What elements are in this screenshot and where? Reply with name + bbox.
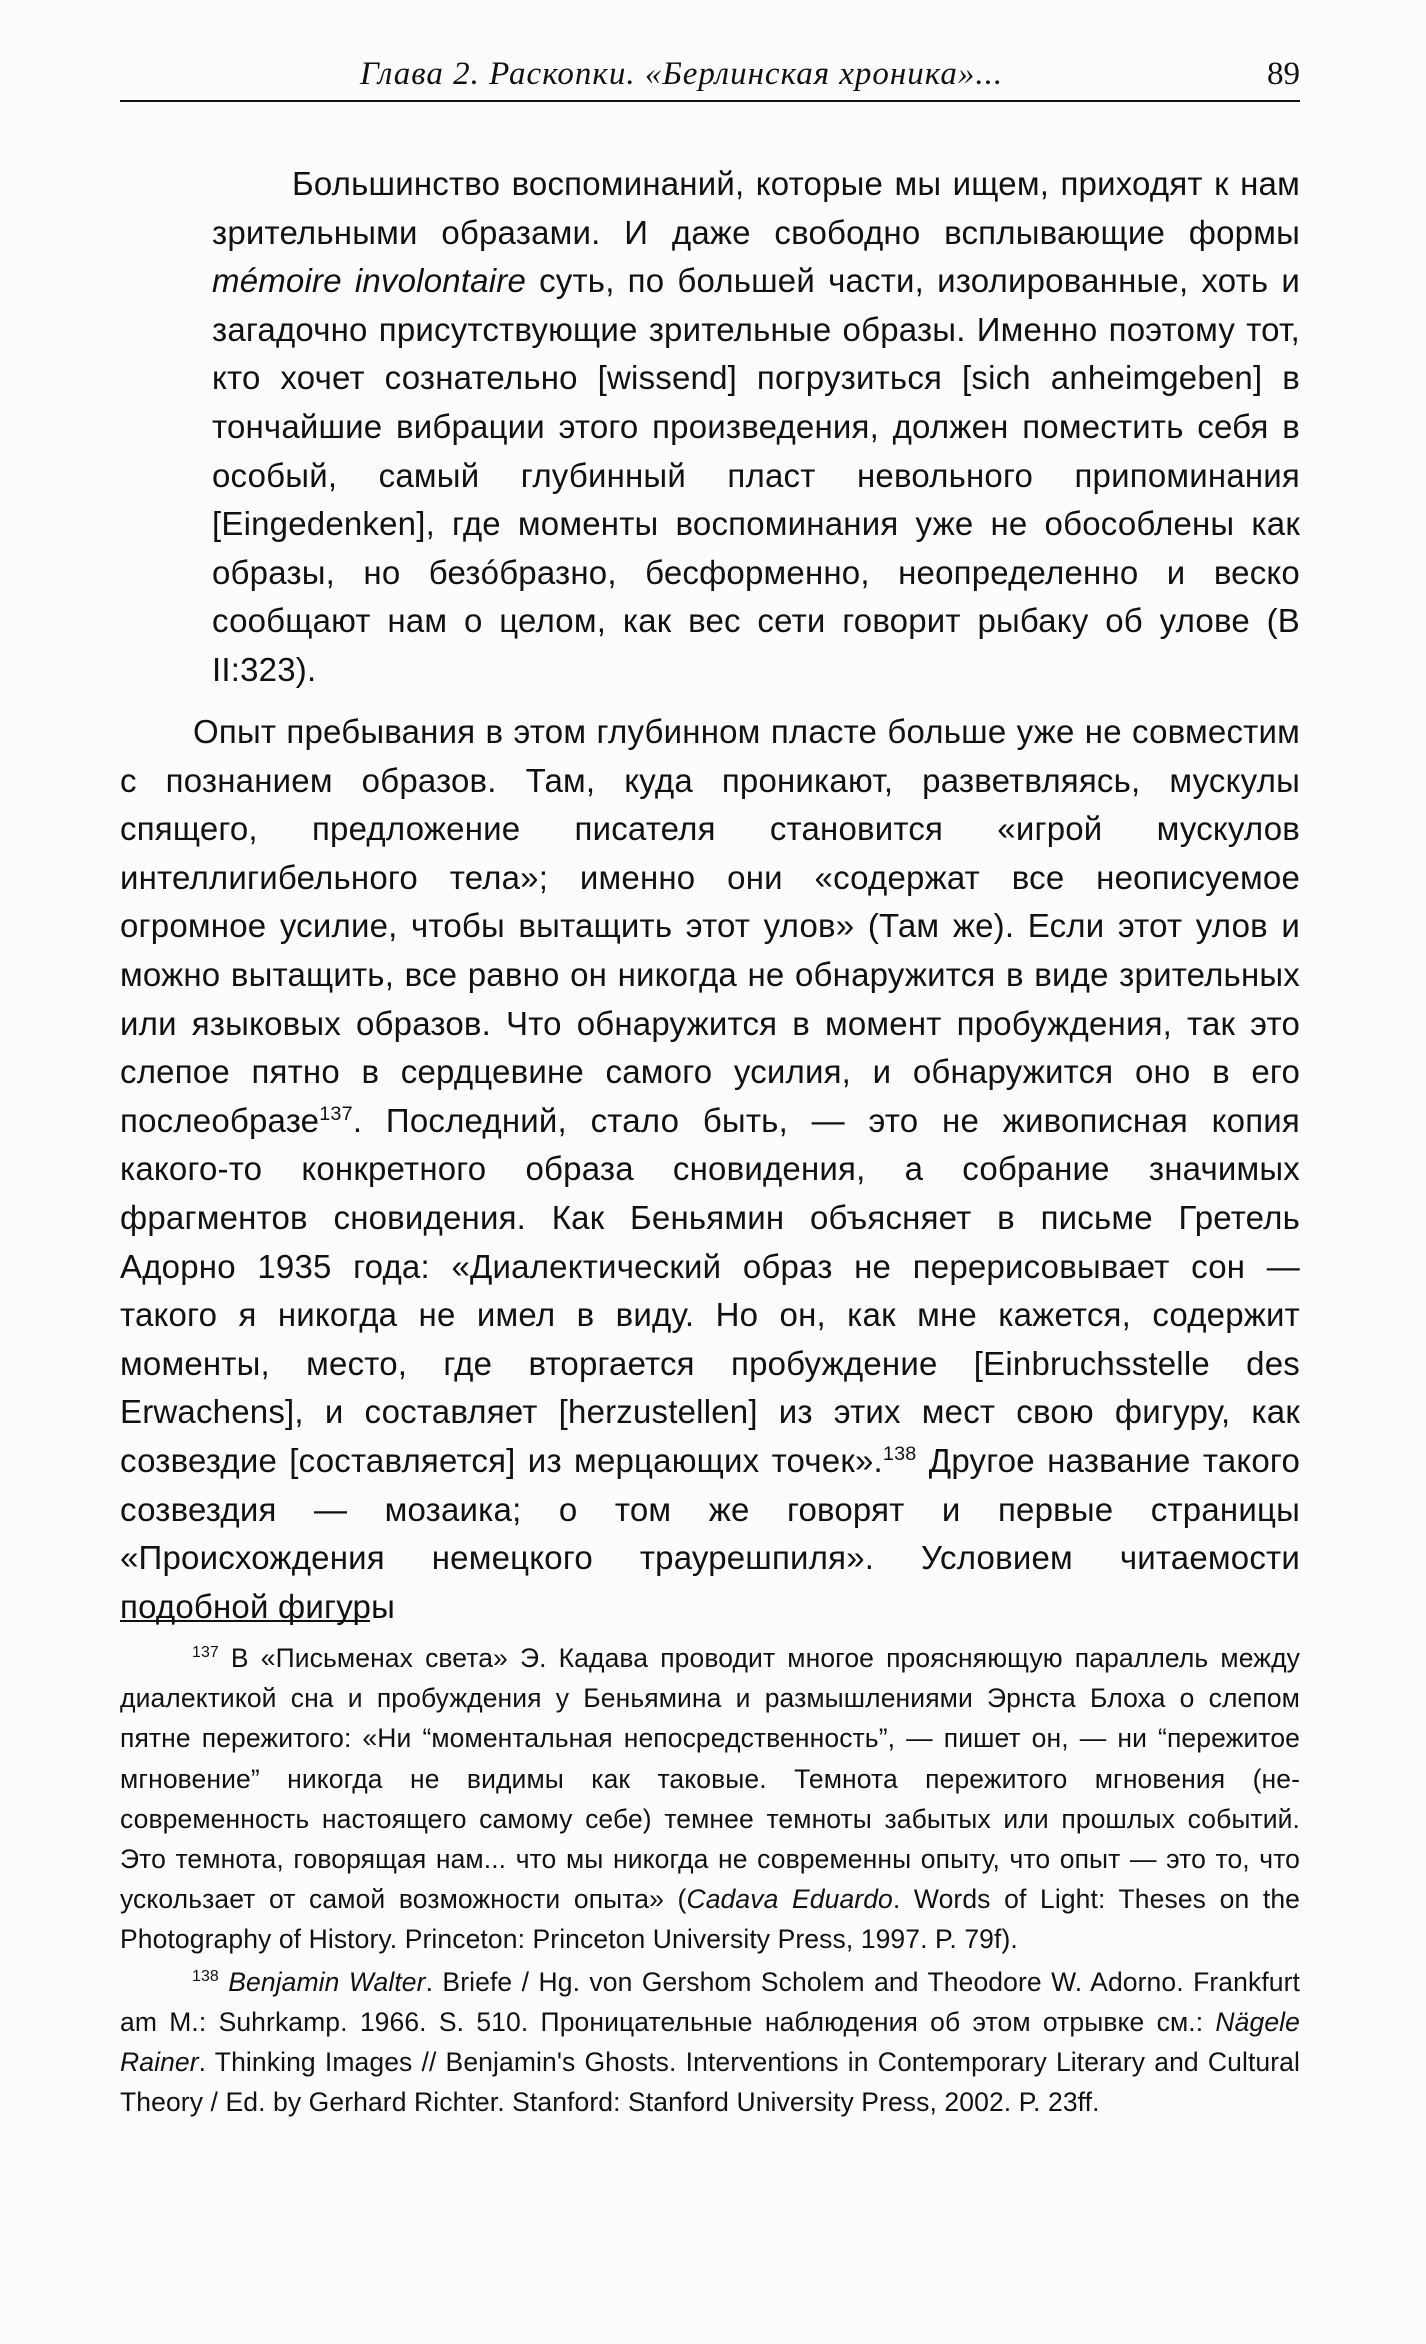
footnote-text: . Thinking Images // Benjamin's Ghosts. Interventions in Contemporary Literary and Cultural Theory / Ed. by Gerhard Richter. Stanford: Stanford University Press, 2002. P. 23ff. — [120, 2047, 1300, 2118]
footnote-138 — [120, 1962, 1300, 2123]
body-text-part: . Последний, стало быть, — это не живописная копия какого-то конкретного образа сновидения, а собрание значимых фрагментов сновидения. Как Беньямин объясняет в письме Гретель Адорно 1935 года: «Диалектический образ не перерисовывает сон — такого я никогда не имел в виду. Но он, как мне кажется, содержит моменты, место, где вторгается пробуждение [Einbruchsstelle des Erwachens], и составляет [herzustellen] из этих мест свою фигуру, как созвездие [составляется] из мерцающих точек». — [120, 1101, 1300, 1479]
footnote-text: . Briefe / Hg. von Gershom Scholem and Theodore W. Adorno. Frankfurt am M.: Suhrkamp. 1966. S. 510. Проницательные наблюдения об этом отрывке см.: — [120, 1966, 1301, 2037]
footnote-author: Benjamin Walter — [218, 1966, 426, 1997]
body-text-part: Опыт пребывания в этом глубинном пласте больше уже не совместим с познанием образов. Там, куда проникают, разветвляясь, мускулы спящего, предложение писателя становится «игрой мускулов интеллигибельного тела»; именно они «содержат все неописуемое огромное усилие, чтобы вытащить этот улов» (Там же). Если этот улов и можно вытащить, все равно он никогда не обнаружится в виде зрительных или языковых образов. Что обнаружится в момент пробуждения, так это слепое пятно в сердцевине самого усилия, и обнаружится оно в его послеобразе — [120, 713, 1300, 1139]
footnote-text: . Words of Light: Theses on the Photography of History. Princeton: Princeton University Press, 1997. P. 79f). — [120, 1884, 1301, 1955]
footnote-ref-138: 138 — [882, 1442, 917, 1465]
footnote-author: Nägele Rainer — [120, 2006, 1300, 2078]
footnote-divider — [120, 1620, 370, 1622]
quote-italic-term: mémoire involontaire — [212, 262, 527, 300]
footnote-author: Cadava Eduardo — [686, 1884, 893, 1915]
footnotes — [120, 1638, 1300, 2122]
page-number: 89 — [1267, 56, 1300, 92]
footnote-number: 137 — [192, 1644, 219, 1662]
block-quote — [212, 160, 1300, 695]
body-text-part: Другое название такого созвездия — мозаика; о том же говорят и первые страницы «Происхождения немецкого траурешпиля». Условием читаемости подобной фигуры — [120, 1441, 1300, 1625]
footnote-137 — [120, 1638, 1300, 1960]
footnote-ref-137: 137 — [319, 1102, 353, 1125]
running-head: Глава 2. Раскопки. «Берлинская хроника»... — [360, 56, 1004, 92]
footnote-number: 138 — [192, 1967, 219, 1985]
footnote-text: В «Письменах света» Э. Кадава проводит многое проясняющую параллель между диалектикой сна и пробуждения у Беньямина и размышлениями Эрнста Блоха о слепом пятне пережитого: «Ни “моментальная непосредственность”, — пишет он, — ни “пережитое мгновение” никогда не видимы как таковые. Темнота пережитого мгновения (не-современность настоящего самому себе) темнее темноты забытых или прошлых событий. Это темнота, говорящая нам... что мы никогда не современны опыту, что опыт — это то, что ускользает от самой возможности опыта» ( — [120, 1643, 1300, 1915]
quote-text: Большинство воспоминаний, которые мы ищем, приходят к нам зрительными образами. И даже свободно всплывающие формы — [212, 165, 1300, 251]
body-paragraph — [120, 708, 1300, 1631]
quote-text: суть, по большей части, изолированные, хоть и загадочно присутствующие зрительные образы. Именно поэтому тот, кто хочет сознательно [wissend] погрузиться [sich anheimgeben] в тончайшие вибрации этого произведения, должен поместить себя в особый, самый глубинный пласт невольного припоминания [Eingedenken], где моменты воспоминания уже не обособлены как образы, но безóбразно, бесформенно, неопределенно и веско сообщают нам о целом, как вес сети говорит рыбаку об улове (B II:323). — [212, 262, 1300, 688]
page-header — [120, 56, 1300, 102]
